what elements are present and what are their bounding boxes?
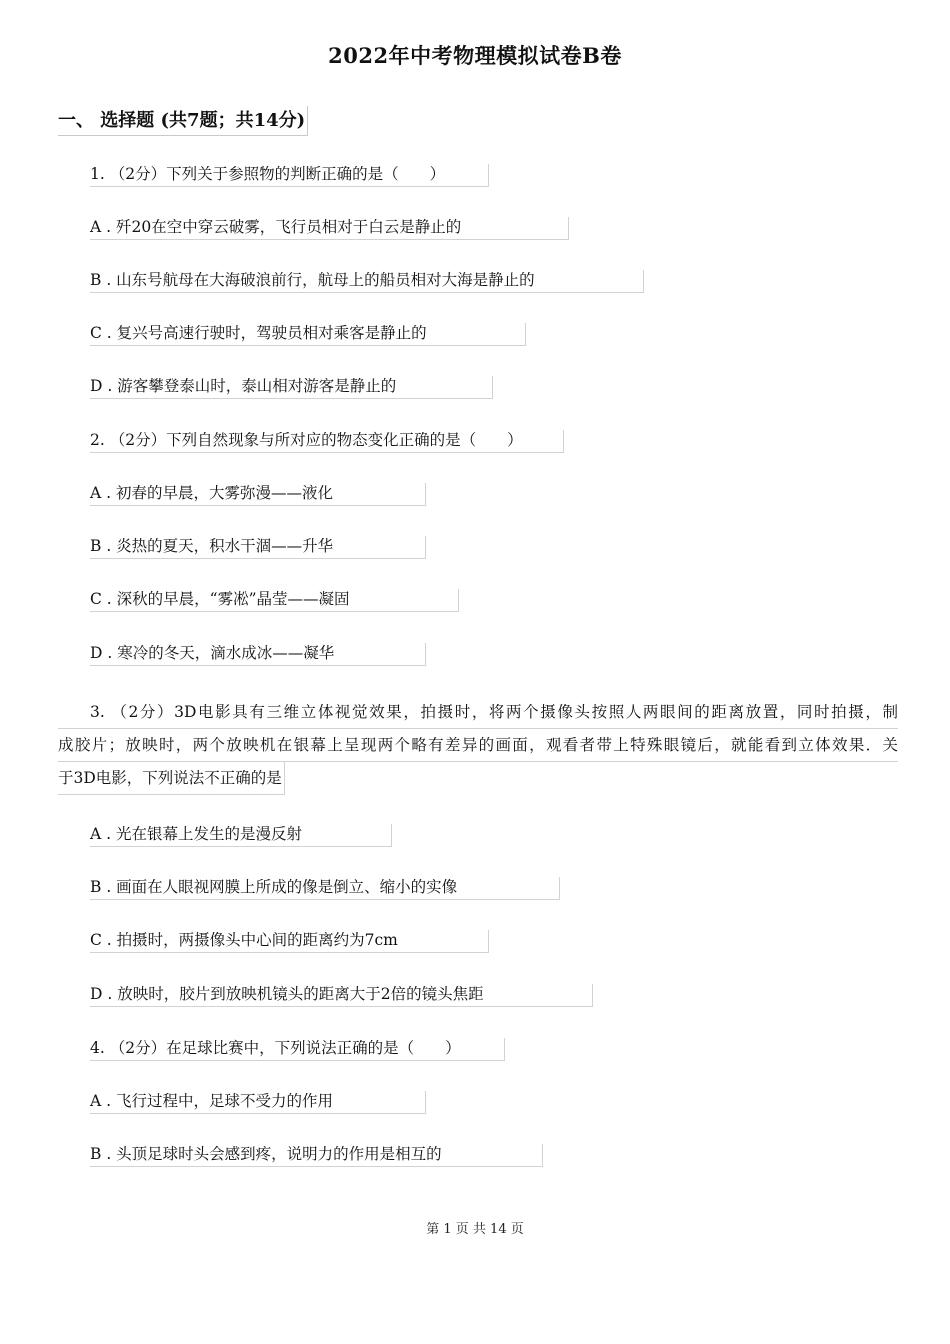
question-3-option-a[interactable]: A . 光在银幕上发生的是漫反射 xyxy=(90,824,392,847)
question-4-stem: 4. （2分）在足球比赛中，下列说法正确的是（ ） xyxy=(90,1038,505,1061)
question-3-option-b[interactable]: B . 画面在人眼视网膜上所成的像是倒立、缩小的实像 xyxy=(90,877,560,900)
question-2-stem: 2. （2分）下列自然现象与所对应的物态变化正确的是（ ） xyxy=(90,430,564,453)
question-3-stem-line-3: 于3D电影，下列说法不正确的是 xyxy=(58,762,285,795)
question-3-stem xyxy=(58,696,898,807)
question-1-option-d[interactable]: D . 游客攀登泰山时，泰山相对游客是静止的 xyxy=(90,376,493,399)
question-3-option-d[interactable]: D . 放映时，胶片到放映机镜头的距离大于2倍的镜头焦距 xyxy=(90,984,593,1007)
section-heading: 一、 选择题 (共7题；共14分) xyxy=(58,106,308,136)
question-3-option-c[interactable]: C . 拍摄时，两摄像头中心间的距离约为7cm xyxy=(90,930,489,953)
question-2-option-d[interactable]: D . 寒冷的冬天，滴水成冰——凝华 xyxy=(90,643,426,666)
question-1-option-a[interactable]: A . 歼20在空中穿云破雾，飞行员相对于白云是静止的 xyxy=(90,217,569,240)
question-2-option-c[interactable]: C . 深秋的早晨，“雾凇”晶莹——凝固 xyxy=(90,589,459,612)
question-1-stem: 1. （2分）下列关于参照物的判断正确的是（ ） xyxy=(90,164,489,187)
page-footer: 第 1 页 共 14 页 xyxy=(426,1222,524,1237)
question-3-stem-line-1: 3. （2分）3D电影具有三维立体视觉效果，拍摄时，将两个摄像头按照人两眼间的距离放置，同时拍摄，制 xyxy=(58,696,898,729)
question-4-option-b[interactable]: B . 头顶足球时头会感到疼，说明力的作用是相互的 xyxy=(90,1144,543,1167)
page-title: 2022年中考物理模拟试卷B卷 xyxy=(328,43,622,68)
question-2-option-a[interactable]: A . 初春的早晨，大雾弥漫——液化 xyxy=(90,483,426,506)
question-4-option-a[interactable]: A . 飞行过程中，足球不受力的作用 xyxy=(90,1091,426,1114)
question-3-stem-line-2: 成胶片；放映时，两个放映机在银幕上呈现两个略有差异的画面，观看者带上特殊眼镜后，就能看到立体效果．关 xyxy=(58,729,898,762)
question-1-option-c[interactable]: C . 复兴号高速行驶时，驾驶员相对乘客是静止的 xyxy=(90,323,526,346)
question-2-option-b[interactable]: B . 炎热的夏天，积水干涸——升华 xyxy=(90,536,426,559)
question-1-option-b[interactable]: B . 山东号航母在大海破浪前行，航母上的船员相对大海是静止的 xyxy=(90,270,644,293)
